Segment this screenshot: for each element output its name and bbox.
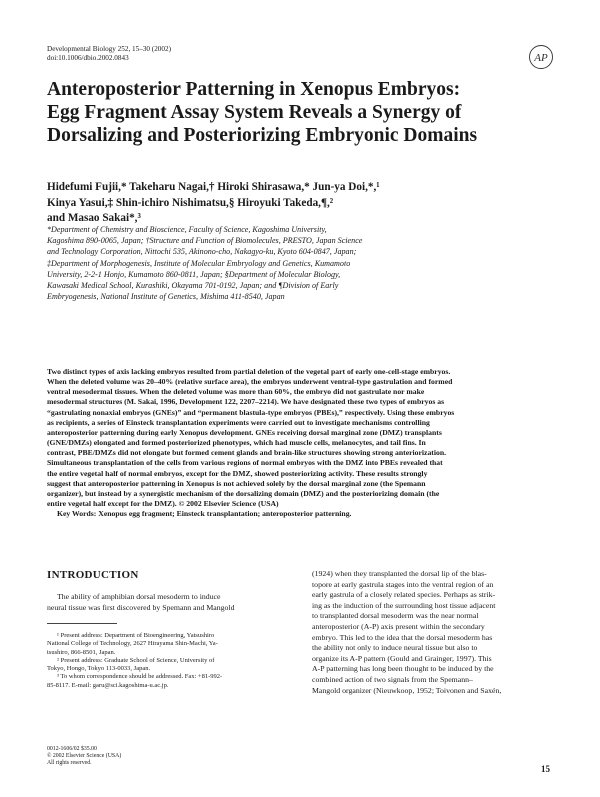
affiliations [47, 224, 567, 302]
footnote-line: Tokyo, Hongo, Tokyo 113-0033, Japan. [47, 665, 151, 673]
abstract-line: organizer), but instead by a synergistic mechanism of the dorsalizing domain (DMZ) and the posteriorizing domain (the [47, 488, 440, 498]
abstract-line: as recipients, a series of Einsteck transplantation experiments were carried out to investigate mechanisms controlling [47, 417, 430, 427]
copyright-line: All rights reserved. [47, 760, 92, 766]
affiliation-line: University, 2-2-1 Honjo, Kumamoto 860-0811, Japan; §Department of Molecular Biology, [47, 269, 341, 279]
body-line: (1924) when they transplanted the dorsal lip of the blas- [312, 569, 487, 578]
author-line: Hidefumi Fujii,* Takeharu Nagai,† Hiroki Shirasawa,* Jun-ya Doi,*,¹ [47, 181, 380, 193]
article-title [47, 78, 567, 147]
abstract-line: Simultaneous transplantation of the cells from various regions of normal embryos with the DMZ into PBEs revealed that [47, 458, 443, 468]
abstract-line: (GNE/DMZs) elongated and formed posteriorized phenotypes, which had muscle cells, melanocytes, and tail fins. In [47, 438, 426, 448]
publisher-logo-icon [528, 44, 554, 70]
footnote-line: ² Present address: Graduate School of Science, University of [57, 656, 215, 664]
footnotes [47, 632, 297, 690]
abstract-line: “gastrulating nonaxial embryos (GNEs)” and “permanent blastula-type embryos (PBEs),” respectively. Using these embryos [47, 407, 455, 417]
footnote-divider [47, 623, 117, 624]
body-line: topore at early gastrula stages into the ventral region of an [312, 579, 494, 589]
title-line: Egg Fragment Assay System Reveals a Synergy of [47, 102, 462, 123]
copyright-block [47, 746, 121, 767]
body-line: early gastrula of a closely related species. Perhaps as strik- [312, 590, 496, 600]
doi-text: doi:10.1006/dbio.2002.0843 [47, 54, 129, 62]
affiliation-line: Embryogenesis, National Institute of Genetics, Mishima 411-8540, Japan [47, 292, 285, 302]
body-line: embryo. This led to the idea that the dorsal mesoderm has [312, 632, 493, 642]
footnote-line: 85-8117. E-mail: garu@sci.kagoshima-u.ac.jp. [47, 681, 169, 689]
abstract-line: ventral mesodermal tissues. When the deleted volume was more than 60%, the embryo did not gastrulate nor make [47, 387, 425, 397]
page-number: 15 [541, 764, 550, 774]
affiliation-line: Kagoshima 890-0065, Japan; †Structure and Function of Biomolecules, PRESTO, Japan Science [47, 236, 363, 246]
svg-text:AP: AP [534, 52, 548, 64]
footnote-line: ³ To whom correspondence should be addressed. Fax: +81-992- [57, 673, 223, 681]
footnote-line: tsushiro, 866-8501, Japan. [47, 648, 116, 656]
copyright-line: 0012-1606/02 $35.00 [47, 746, 97, 752]
affiliation-line: Kawasaki Medical School, Kurashiki, Okayama 701-0192, Japan; and ¶Division of Early [47, 281, 339, 291]
author-line: Kinya Yasui,‡ Shin-ichiro Nishimatsu,§ Hiroyuki Takeda,¶,² [47, 196, 334, 209]
body-line: A-P patterning has long been thought to be induced by the [312, 664, 494, 674]
abstract-line: the entire vegetal half of normal embryos, except for the DMZ, showed posteriorizing activity. These results strongly [47, 468, 428, 478]
title-line: Anteroposterior Patterning in Xenopus Embryos: [47, 79, 461, 100]
journal-header [47, 45, 171, 63]
journal-citation: Developmental Biology 252, 15–30 (2002) [47, 45, 171, 53]
body-line: organize its A-P pattern (Gould and Grainger, 1997). This [312, 653, 492, 663]
author-line: and Masao Sakai*,³ [47, 212, 141, 224]
footnote-line: National College of Technology, 2627 Hirayama Shin-Machi, Ya- [47, 640, 218, 648]
body-line: neural tissue was first discovered by Spemann and Mangold [47, 602, 235, 612]
body-line: combined action of two signals from the Spemann– [312, 674, 473, 684]
affiliation-line: ‡Department of Morphogenesis, Institute of Molecular Embryology and Genetics, Kumamoto [47, 258, 351, 268]
body-line: The ability of amphibian dorsal mesoderm to induce [57, 592, 221, 601]
abstract-line: Two distinct types of axis lacking embryos resulted from partial deletion of the vegetal part of early one-cell-stage embryos. [47, 367, 451, 376]
author-list [47, 180, 567, 227]
affiliation-line: and Technology Corporation, Nittochi 535, Akinono-cho, Nakagyo-ku, Kyoto 604-0847, Japan; [47, 247, 357, 257]
affiliation-line: *Department of Chemistry and Bioscience, Faculty of Science, Kagoshima University, [47, 225, 327, 234]
abstract-line: mesodermal structures (M. Sakai, 1996, Development 122, 2207–2214). We have designated these two types of embryos as [47, 397, 445, 407]
keywords: Key Words: Xenopus egg fragment; Einsteck transplantation; anteroposterior patterning. [57, 509, 352, 519]
body-line: anteroposterior (A-P) axis present within the secondary [312, 621, 485, 631]
copyright-line: © 2002 Elsevier Science (USA) [47, 753, 122, 759]
abstract-line: suggest that anteroposterior patterning in Xenopus is not achieved solely by the dorsal marginal zone (the Spemann [47, 478, 426, 488]
abstract-line: entire vegetal half except for the DMZ). © 2002 Elsevier Science (USA) [47, 499, 279, 509]
footnote-line: ¹ Present address: Department of Bioengineering, Yatsushiro [57, 632, 215, 639]
body-line: to transplanted dorsal mesoderm was the near normal [312, 611, 479, 621]
body-line: the ability not only to induce neural tissue but also to [312, 643, 478, 653]
intro-right-column [312, 569, 562, 696]
title-line: Dorsalizing and Posteriorizing Embryonic Domains [47, 125, 478, 146]
abstract-line: When the deleted volume was 20–40% (relative surface area), the embryos underwent ventral-type gastrulation and formed [47, 377, 453, 387]
intro-left-column [47, 592, 297, 613]
abstract-line: anteroposterior patterning during early Xenopus development. GNEs receiving dorsal marginal zone (DMZ) transplants [47, 427, 442, 437]
abstract-line: contrast, PBE/DMZs did not elongate but formed cement glands and brain-like structures showing strong anteriorization. [47, 448, 447, 458]
body-line: ing as the induction of the surrounding host tissue adjacent [312, 600, 496, 610]
abstract [47, 367, 555, 519]
body-line: Mangold organizer (Nieuwkoop, 1952; Toivonen and Saxén, [312, 685, 502, 695]
section-heading: INTRODUCTION [47, 569, 139, 581]
